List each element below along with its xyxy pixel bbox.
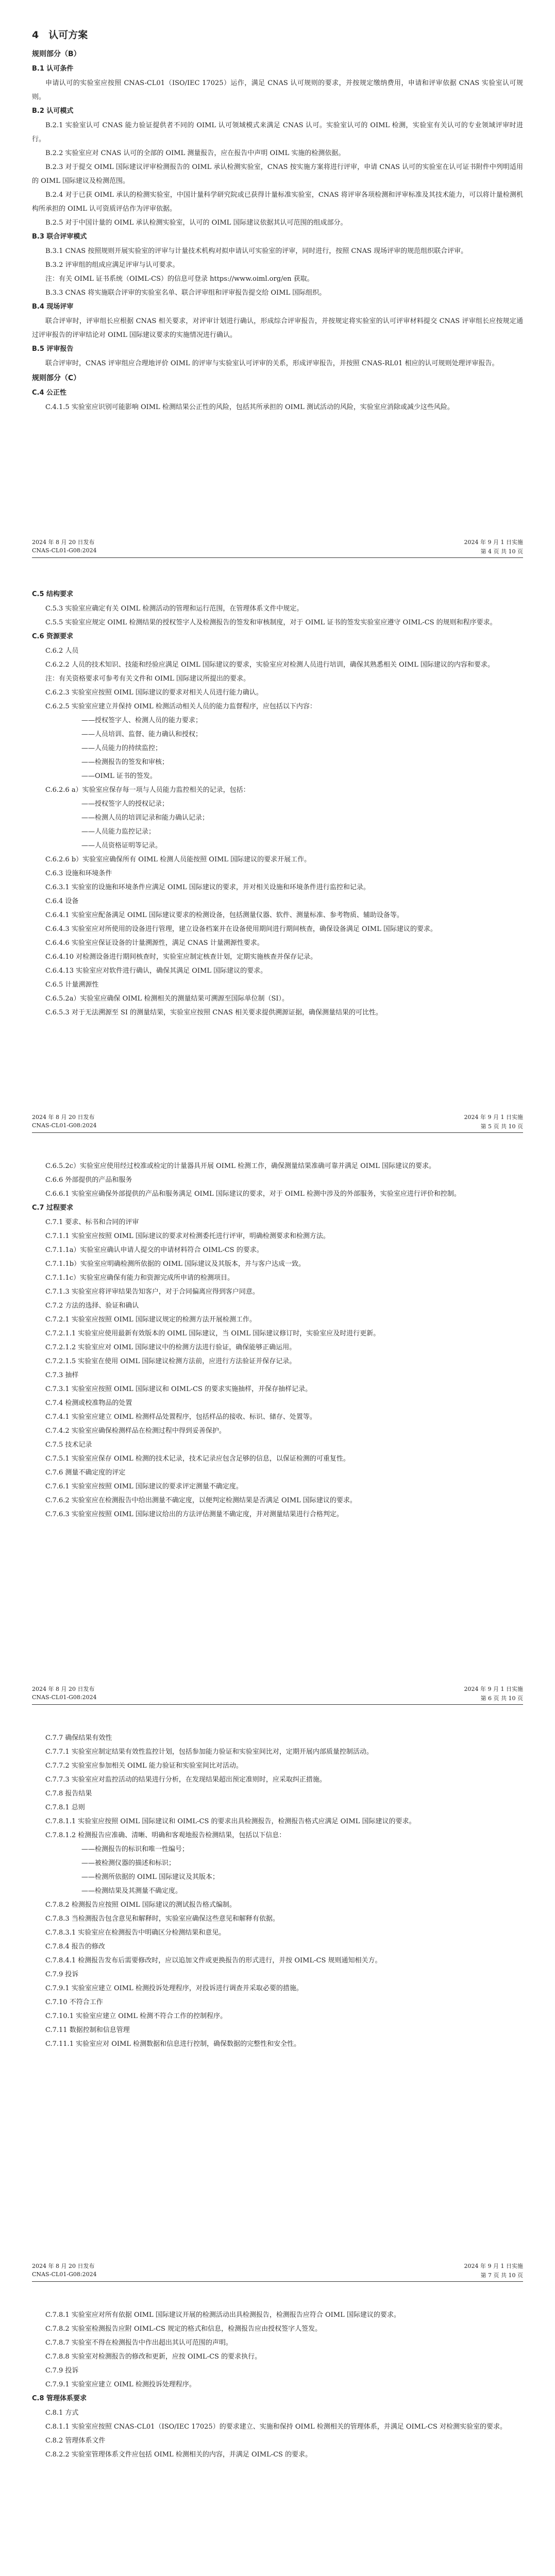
paragraph: C.8.2.2 实验室管理体系文件应包括 OIML 检测相关的内容，并满足 OIML-CS 的要求。 <box>45 2451 312 2459</box>
c7-title: C.7 过程要求 <box>32 1204 74 1212</box>
note: 注：有关 OIML 证书系统（OIML-CS）的信息可登录 https://www.oiml.org/en 获取。 <box>45 275 314 283</box>
paragraph: C.6.2.6 b）实验室应确保所有 OIML 检测人员能按照 OIML 国际建议的要求开展工作。 <box>45 856 311 863</box>
list-item: ——授权签字人的授权记录； <box>81 800 169 808</box>
page-5-content <box>32 2308 523 2462</box>
paragraph: C.7.3.1 实验室应按照 OIML 国际建议和 OIML-CS 的要求实施抽样，并保存抽样记录。 <box>45 1385 312 1393</box>
paragraph: C.6.4.3 实验室应对所使用的设备进行管理，建立设备档案并在设备使用期间进行期间核查，确保设备满足 OIML 国际建议的要求。 <box>45 925 437 933</box>
part-b-title: 规则部分（B） <box>32 50 81 58</box>
paragraph: C.6.5 计量溯源性 <box>45 981 99 989</box>
paragraph: C.7.8 报告结果 <box>45 1790 92 1798</box>
paragraph: C.7.4.1 实验室应建立 OIML 检测样品处置程序，包括样品的接收、标识、储存、处置等。 <box>45 1413 316 1421</box>
page-footer <box>32 2262 523 2282</box>
c4-title: C.4 公正性 <box>32 389 67 397</box>
paragraph: C.7.6 测量不确定度的评定 <box>45 1469 126 1477</box>
paragraph: B.3.1 CNAS 按照规则开展实验室的评审与计量技术机构对拟申请认可实验室的评审，同时进行，按照 CNAS 现场评审的规范组织联合评审。 <box>45 247 468 255</box>
paragraph: C.7.6.2 实验室应在检测报告中给出测量不确定度，以便判定检测结果是否满足 OIML 国际建议的要求。 <box>45 1497 357 1504</box>
paragraph: C.8.1.1 实验室应按照 CNAS-CL01（ISO/IEC 17025）的要求建立、实施和保持 OIML 检测相关的管理体系，并满足 OIML-CS 对检测实验室的要求。 <box>45 2423 507 2431</box>
paragraph: C.7.1.1c）实验室应确保有能力和资源完成所申请的检测项目。 <box>45 1274 234 1282</box>
paragraph: C.6.4.6 实验室应保证设备的计量溯源性，满足 CNAS 计量溯源性要求。 <box>45 939 264 947</box>
paragraph: C.6.3.1 实验室的设施和环境条件应满足 OIML 国际建议的要求，并对相关设施和环境条件进行监控和记录。 <box>45 884 370 891</box>
footer-issue-date: 2024 年 8 月 20 日发布 <box>32 539 95 546</box>
footer-effective-date: 2024 年 9 月 1 日实施 <box>464 2263 523 2269</box>
paragraph: C.7.4 检测或校准物品的处置 <box>45 1399 132 1407</box>
paragraph: C.6.2.2 人员的技术知识、技能和经验应满足 OIML 国际建议的要求，实验室应对检测人员进行培训，确保其熟悉相关 OIML 国际建议的内容和要求。 <box>45 661 494 669</box>
b4-title: B.4 现场评审 <box>32 303 74 311</box>
paragraph: C.7.5.1 实验室应保存 OIML 检测的技术记录，技术记录应包含足够的信息，以保证检测的可重复性。 <box>45 1455 350 1463</box>
paragraph: C.7.8.2 检测报告应按照 OIML 国际建议的测试报告格式编制。 <box>45 1901 236 1909</box>
paragraph: C.7.10 不符合工作 <box>45 1998 103 2006</box>
paragraph: B.2.1 实验室认可 CNAS 能力验证提供者不同的 OIML 认可领域模式来满足 CNAS 认可。实验室认可的 OIML 检测，实验室有关认可的专业领域评审时进行。 <box>32 122 523 143</box>
page-2-content <box>32 587 523 1020</box>
paragraph: C.7.2.1 实验室应按照 OIML 国际建议规定的检测方法开展检测工作。 <box>45 1316 256 1324</box>
paragraph: C.6.4.1 实验室应配备满足 OIML 国际建议要求的检测设备，包括测量仪器、软件、测量标准、参考物质、辅助设备等。 <box>45 911 403 919</box>
paragraph: C.7.11 数据控制和信息管理 <box>45 2026 130 2034</box>
paragraph: C.6.2.3 实验室应按照 OIML 国际建议的要求对相关人员进行能力确认。 <box>45 689 263 697</box>
paragraph: C.7.8.4 报告的修改 <box>45 1943 105 1951</box>
paragraph: C.7.2 方法的选择、验证和确认 <box>45 1302 139 1310</box>
paragraph: C.8.1 方式 <box>45 2409 79 2417</box>
paragraph: C.7.7.2 实验室应参加相关 OIML 能力验证和实验室间比对活动。 <box>45 1762 243 1770</box>
page-3-content <box>32 1159 523 1521</box>
paragraph: C.7.8.3.1 实验室应在检测报告中明确区分检测结果和意见。 <box>45 1929 226 1937</box>
c6-title: C.6 资源要求 <box>32 633 74 640</box>
list-item: ——检测所依据的 OIML 国际建议及其版本； <box>81 1873 220 1881</box>
paragraph: C.7.6.1 实验室应按照 OIML 国际建议的要求评定测量不确定度。 <box>45 1483 243 1490</box>
paragraph: B.2.5 对于中国计量的 OIML 承认检测实验室，认可的 OIML 国际建议依据其认可范围的组成部分。 <box>45 219 347 227</box>
paragraph: 申请认可的实验室应按照 CNAS-CL01（ISO/IEC 17025）运作，满足 CNAS 认可规则的要求，并按规定缴纳费用，申请和评审依据 CNAS 实验室认可规则。 <box>32 79 523 101</box>
c8-title: C.8 管理体系要求 <box>32 2395 87 2402</box>
paragraph: C.7.9.1 实验室应建立 OIML 检测投诉处理程序，对投诉进行调查并采取必要的措施。 <box>45 1985 303 1992</box>
list-item: ——人员培训、监督、能力确认和授权； <box>81 731 203 738</box>
list-item: ——被检测仪器的描述和标识； <box>81 1859 176 1867</box>
footer-page-number: 第 5 页 共 10 页 <box>480 1123 523 1130</box>
paragraph: C.7.8.1.2 检测报告应准确、清晰、明确和客观地报告检测结果，包括以下信息： <box>45 1832 286 1839</box>
paragraph: B.3.2 评审组的组成应满足评审与认可要求。 <box>45 261 179 269</box>
paragraph: C.6.4 设备 <box>45 897 79 905</box>
b3-title: B.3 联合评审模式 <box>32 233 87 241</box>
paragraph: C.7.8.1 总则 <box>45 1804 85 1811</box>
footer-doc-code: CNAS-CL01-G08:2024 <box>32 1694 97 1701</box>
footer-effective-date: 2024 年 9 月 1 日实施 <box>464 1114 523 1121</box>
paragraph: C.7.4.2 实验室应确保检测样品在检测过程中得到妥善保护。 <box>45 1427 226 1435</box>
c5-title: C.5 结构要求 <box>32 590 74 598</box>
paragraph: C.6.2.5 实验室应建立并保持 OIML 检测活动相关人员的能力监督程序，应包括以下内容： <box>45 703 316 710</box>
paragraph: C.7.7.3 实验室应对监控活动的结果进行分析，在发现结果超出预定准则时，应采取纠正措施。 <box>45 1776 326 1784</box>
paragraph: 联合评审时，评审组长应根据 CNAS 相关要求，对评审计划进行确认，形成综合评审报告，并按规定将实验室的认可评审材料提交 CNAS 评审组长应按规定通过评审报告的评审结论对 OIML 国际建议要求的实施情况进行确认。 <box>32 317 523 339</box>
part-c-title: 规则部分（C） <box>32 374 81 382</box>
footer-issue-date: 2024 年 8 月 20 日发布 <box>32 1686 95 1692</box>
b2-title: B.2 认可模式 <box>32 107 74 115</box>
footer-page-number: 第 6 页 共 10 页 <box>480 1695 523 1702</box>
section-title: 4 认可方案 <box>32 29 88 41</box>
paragraph: C.4.1.5 实验室应识别可能影响 OIML 检测结果公正性的风险，包括其所承担的 OIML 测试活动的风险，实验室应消除或减少这些风险。 <box>45 403 454 411</box>
footer-doc-code: CNAS-CL01-G08:2024 <box>32 547 97 554</box>
paragraph: C.7.1.1 实验室应按照 OIML 国际建议的要求对检测委托进行评审，明确检测要求和检测方法。 <box>45 1232 330 1240</box>
footer-effective-date: 2024 年 9 月 1 日实施 <box>464 539 523 546</box>
paragraph: B.2.3 对于提交 OIML 国际建议评审检测报告的 OIML 承认检测实验室，CNAS 按实施方案将进行评审，申请 CNAS 认可的实验室在认可证书附件中列明适用的 OIML 国际建议及检测范围。 <box>32 163 523 185</box>
footer-issue-date: 2024 年 8 月 20 日发布 <box>32 2263 95 2269</box>
list-item: ——人员资格证明等记录。 <box>81 842 162 850</box>
paragraph: C.7.2.1.2 实验室应对 OIML 国际建议中的检测方法进行验证，确保能够正确运用。 <box>45 1344 296 1351</box>
footer-page-number: 第 7 页 共 10 页 <box>480 2272 523 2279</box>
list-item: ——检测报告的签发和审核； <box>81 758 169 766</box>
paragraph: C.6.6.1 实验室应确保外部提供的产品和服务满足 OIML 国际建议的要求，对于 OIML 检测中涉及的外部服务，实验室应进行评价和控制。 <box>45 1190 461 1198</box>
paragraph: C.5.5 实验室应规定 OIML 检测结果的授权签字人及检测报告的签发和审核制度，对于 OIML 证书的签发实验室应遵守 OIML-CS 的规则和程序要求。 <box>45 619 497 626</box>
paragraph: C.6.4.10 对检测设备进行期间核查时，实验室应制定核查计划，定期实施核查并保存记录。 <box>45 953 317 961</box>
footer-page-number: 第 4 页 共 10 页 <box>480 548 523 555</box>
paragraph: C.5.3 实验室应确定有关 OIML 检测活动的管理和运行范围，在管理体系文件中规定。 <box>45 605 304 613</box>
paragraph: C.7.9.1 实验室应建立 OIML 检测投诉处理程序。 <box>45 2381 196 2388</box>
page-footer <box>32 1685 523 1705</box>
paragraph: B.3.3 CNAS 将实施联合评审的实验室名单、联合评审组和评审报告提交给 OIML 国际组织。 <box>45 289 326 297</box>
paragraph: C.7.1 要求、标书和合同的评审 <box>45 1218 139 1226</box>
paragraph: C.7.8.8 实验室对检测报告的修改和更新，应按 OIML-CS 的要求执行。 <box>45 2353 262 2361</box>
paragraph: C.7.8.7 实验室不得在检测报告中作出超出其认可范围的声明。 <box>45 2339 232 2347</box>
paragraph: C.7.9 投诉 <box>45 2367 79 2375</box>
paragraph: C.7.9 投诉 <box>45 1971 79 1978</box>
paragraph: C.7.5 技术记录 <box>45 1441 92 1449</box>
page-1-content <box>32 25 523 414</box>
paragraph: C.6.5.2c）实验室应使用经过校准或检定的计量器具开展 OIML 检测工作，确保测量结果准确可靠并满足 OIML 国际建议的要求。 <box>45 1162 435 1170</box>
list-item: ——人员能力的持续监控； <box>81 744 162 752</box>
paragraph: C.7.8.4.1 检测报告发布后需要修改时，应以追加文件或更换报告的形式进行，并按 OIML-CS 规则通知相关方。 <box>45 1957 382 1964</box>
list-item: ——OIML 证书的签发。 <box>81 772 157 780</box>
paragraph: C.7.10.1 实验室应建立 OIML 检测不符合工作的控制程序。 <box>45 2012 227 2020</box>
paragraph: C.7.8.3 当检测报告包含意见和解释时，实验室应确保这些意见和解释有依据。 <box>45 1915 279 1923</box>
paragraph: C.6.5.2a）实验室应确保 OIML 检测相关的测量结果可溯源至国际单位制（SI）。 <box>45 995 289 1003</box>
paragraph: C.7.8.1 实验室应对所有依据 OIML 国际建议开展的检测活动出具检测报告，检测报告应符合 OIML 国际建议的要求。 <box>45 2311 400 2319</box>
footer-issue-date: 2024 年 8 月 20 日发布 <box>32 1114 95 1121</box>
paragraph: C.7.2.1.1 实验室应使用最新有效版本的 OIML 国际建议，当 OIML 国际建议修订时，实验室应及时进行更新。 <box>45 1330 380 1337</box>
paragraph: C.6.5.3 对于无法溯源至 SI 的测量结果，实验室应按照 CNAS 相关要求提供溯源证据，确保测量结果的可比性。 <box>45 1009 383 1016</box>
note: 注：有关资格要求可参考有关文件和 OIML 国际建议所提出的要求。 <box>45 675 250 683</box>
paragraph: C.7.8.1.1 实验室应按照 OIML 国际建议和 OIML-CS 的要求出具检测报告，检测报告格式应满足 OIML 国际建议的要求。 <box>45 1818 416 1825</box>
page-footer <box>32 538 523 558</box>
paragraph: C.6.4.13 实验室应对软件进行确认，确保其满足 OIML 国际建议的要求。 <box>45 967 267 975</box>
paragraph: 联合评审时，CNAS 评审组应合理地评价 OIML 的评审与实验室认可评审的关系，形成评审报告，并按照 CNAS-RL01 相应的认可规则处理评审报告。 <box>45 360 499 367</box>
paragraph: C.7.2.1.5 实验室在使用 OIML 国际建议检测方法前，应进行方法验证并保存记录。 <box>45 1358 296 1365</box>
page-4-content <box>32 1731 523 2051</box>
paragraph: B.2.2 实验室应对 CNAS 认可的全部的 OIML 测量报告，应在报告中声明 OIML 实施的检测依据。 <box>45 149 345 157</box>
footer-doc-code: CNAS-CL01-G08:2024 <box>32 2271 97 2278</box>
list-item: ——授权签字人、检测人员的能力要求； <box>81 717 203 724</box>
paragraph: C.7.1.3 实验室应将评审结果告知客户，对于合同偏离应得到客户同意。 <box>45 1288 259 1296</box>
paragraph: C.7.11.1 实验室应对 OIML 检测数据和信息进行控制，确保数据的完整性和安全性。 <box>45 2040 301 2048</box>
paragraph: C.8.2 管理体系文件 <box>45 2437 106 2445</box>
paragraph: C.6.6 外部提供的产品和服务 <box>45 1176 132 1184</box>
b1-title: B.1 认可条件 <box>32 65 74 73</box>
paragraph: C.7.1.1b）实验室应明确检测所依据的 OIML 国际建议及其版本，并与客户达成一致。 <box>45 1260 306 1268</box>
footer-doc-code: CNAS-CL01-G08:2024 <box>32 1122 97 1129</box>
footer-effective-date: 2024 年 9 月 1 日实施 <box>464 1686 523 1692</box>
paragraph: C.7.1.1a）实验室应确认申请人提交的申请材料符合 OIML-CS 的要求。 <box>45 1246 263 1254</box>
list-item: ——检测报告的标识和唯一性编号； <box>81 1845 189 1853</box>
list-item: ——检测人员的培训记录和能力确认记录； <box>81 814 209 822</box>
paragraph: C.7.7 确保结果有效性 <box>45 1734 112 1742</box>
paragraph: C.6.2.6 a）实验室应保存每一项与人员能力监控相关的记录，包括： <box>45 786 250 794</box>
list-item: ——人员能力监控记录； <box>81 828 156 836</box>
paragraph: C.6.3 设施和环境条件 <box>45 870 112 877</box>
page-footer <box>32 1113 523 1133</box>
paragraph: C.7.6.3 实验室应按照 OIML 国际建议给出的方法评估测量不确定度，并对测量结果进行合格判定。 <box>45 1511 343 1518</box>
paragraph: C.7.7.1 实验室应制定结果有效性监控计划，包括参加能力验证和实验室间比对，定期开展内部质量控制活动。 <box>45 1748 373 1756</box>
b5-title: B.5 评审报告 <box>32 345 74 353</box>
paragraph: C.6.2 人员 <box>45 647 79 655</box>
paragraph: B.2.4 对于已获 OIML 承认的检测实验室，中国计量科学研究院或已获得计量标准实验室，CNAS 将评审各项检测和评审标准及其技术能力，可以将计量检测机构所承担的 OIML 认可资质评估作为评审依据。 <box>32 191 523 213</box>
paragraph: C.7.8.2 实验室检测报告应附 OIML-CS 规定的格式和信息，检测报告应由授权签字人签发。 <box>45 2325 322 2333</box>
list-item: ——检测结果及其测量不确定度。 <box>81 1887 182 1895</box>
paragraph: C.7.3 抽样 <box>45 1371 79 1379</box>
